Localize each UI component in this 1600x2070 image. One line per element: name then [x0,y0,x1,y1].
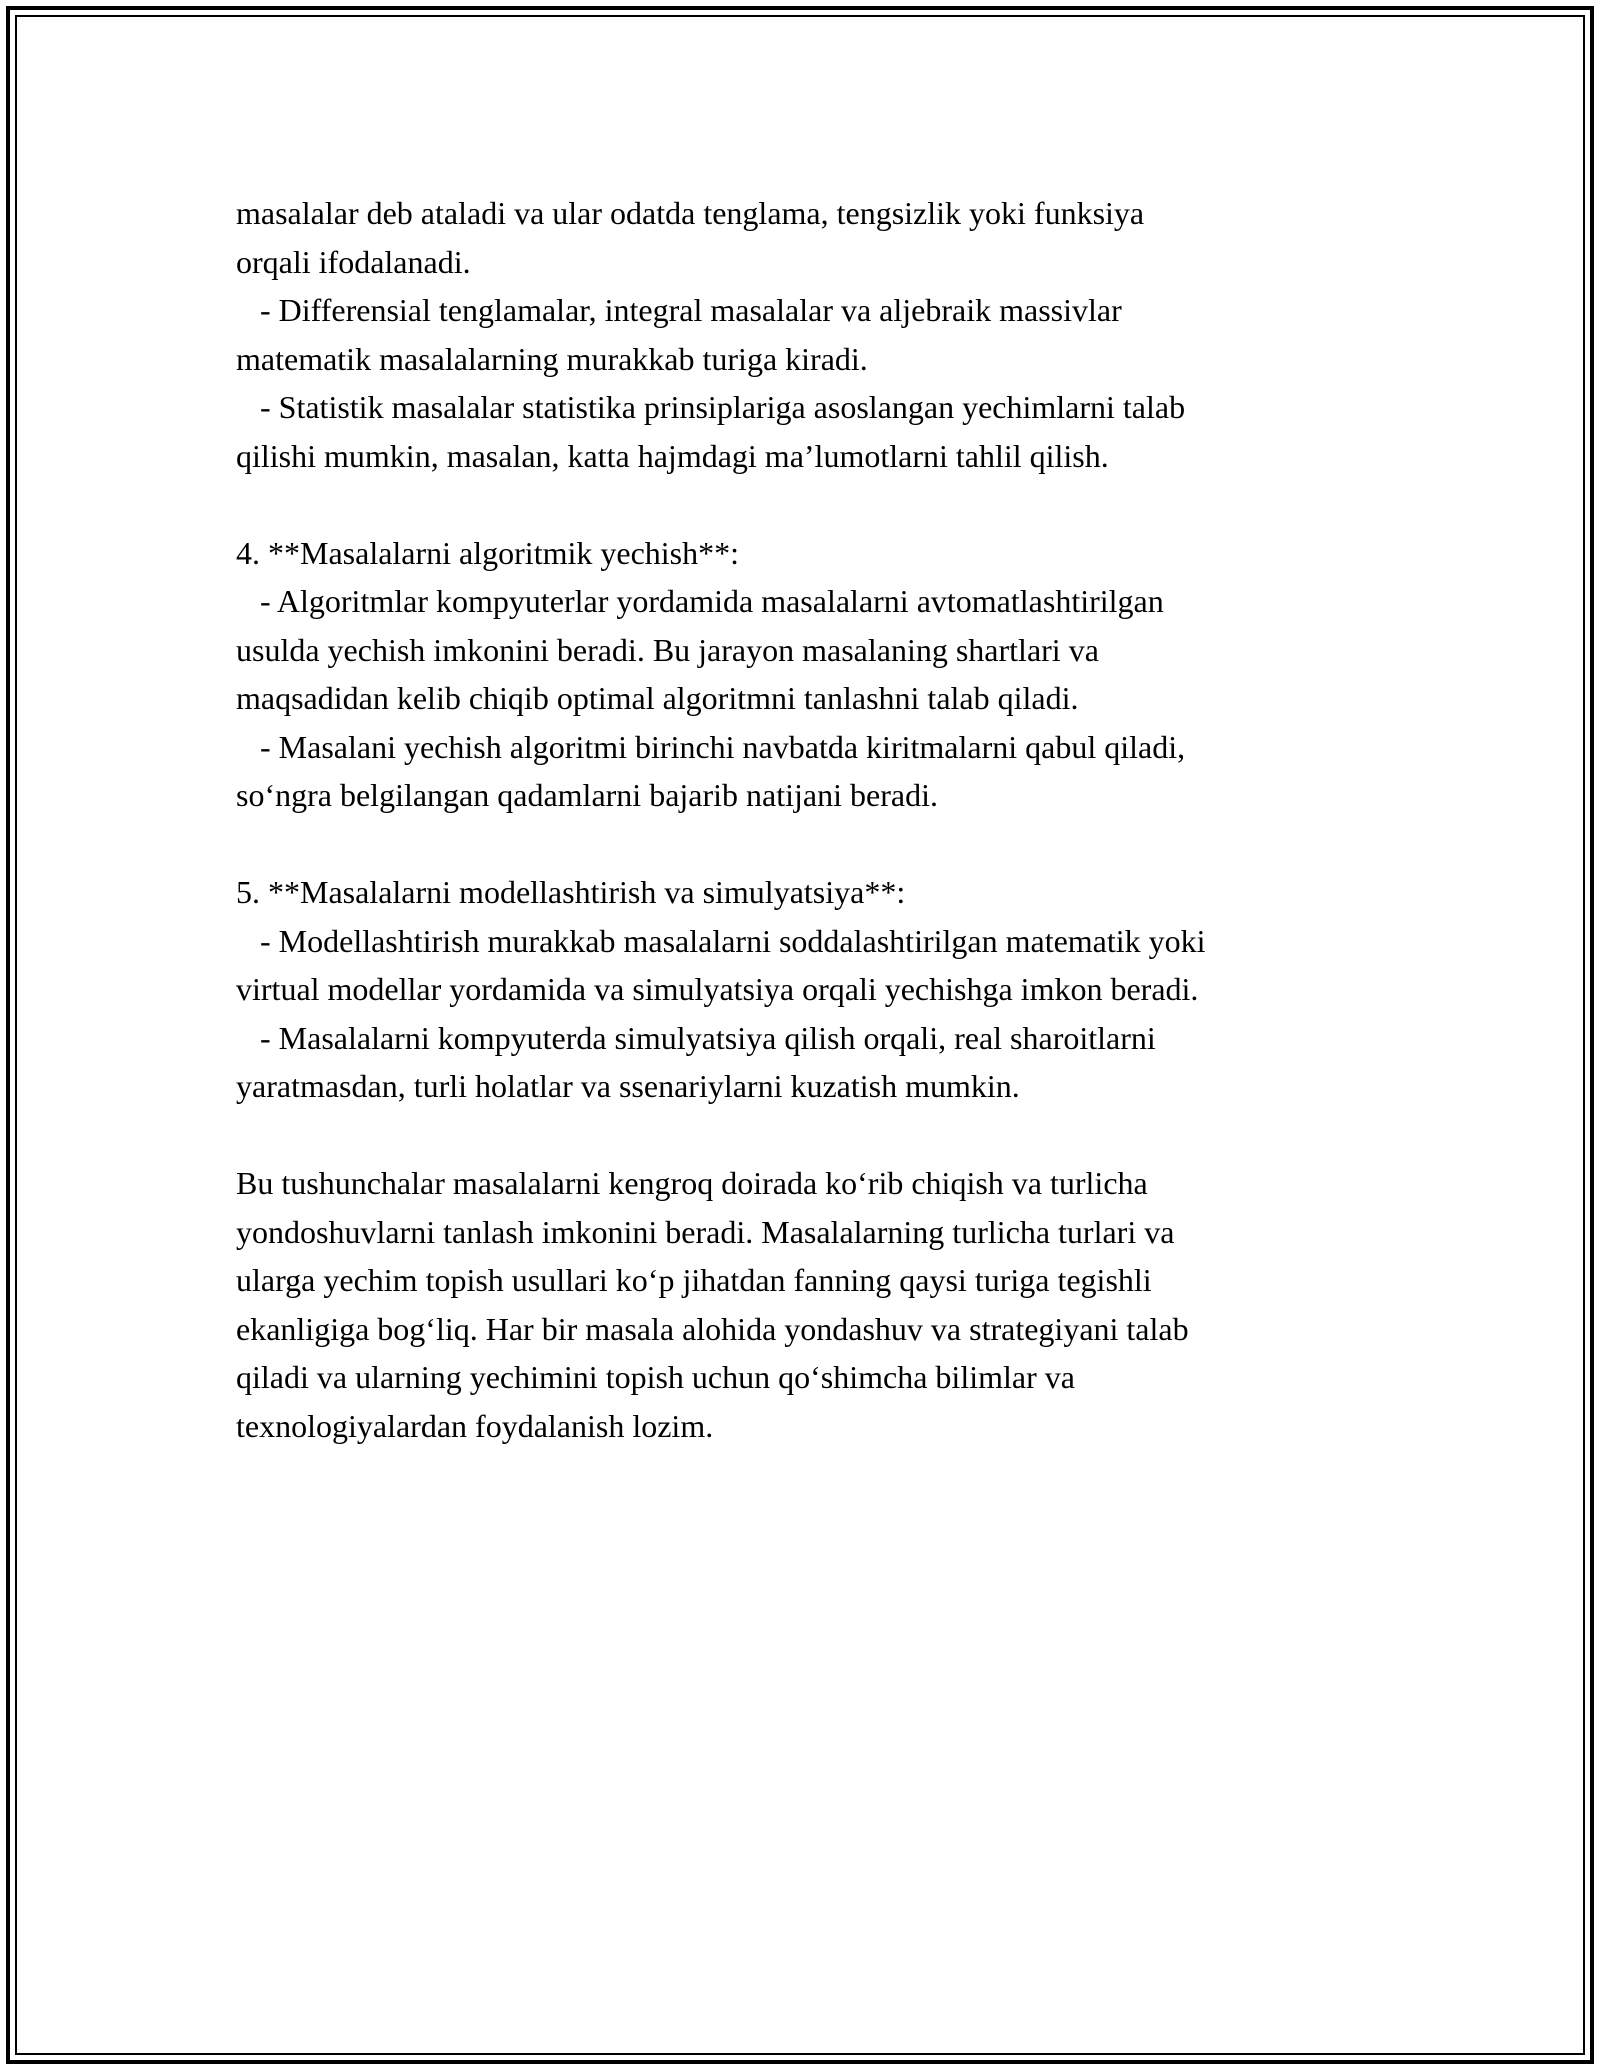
text-line: usulda yechish imkonini beradi. Bu jarayon masalaning shartlari va [236,631,1099,668]
text-line: qilishi mumkin, masalan, katta hajmdagi ma’lumotlarni tahlil qilish. [236,437,1109,474]
text-line: yondoshuvlarni tanlash imkonini beradi. Masalalarning turlicha turlari va [236,1213,1175,1250]
text-line: so‘ngra belgilangan qadamlarni bajarib natijani beradi. [236,777,938,813]
text-line: - Masalani yechish algoritmi birinchi navbatda kiritmalarni qabul qiladi, [236,728,1186,765]
text-line: matematik masalalarning murakkab turiga kiradi. [236,340,868,377]
section-heading: 4. **Masalalarni algoritmik yechish**: [236,534,739,571]
text-line: Bu tushunchalar masalalarni kengroq doirada ko‘rib chiqish va turlicha [236,1165,1148,1201]
text-line: ekanligiga bog‘liq. Har bir masala alohida yondashuv va strategiyani talab [236,1310,1189,1347]
text-line: ularga yechim topish usullari ko‘p jihatdan fanning qaysi turiga tegishli [236,1262,1152,1298]
text-line: - Masalalarni kompyuterda simulyatsiya qilish orqali, real sharoitlarni [236,1019,1156,1056]
document-text [236,189,1386,1450]
text-line: orqali ifodalanadi. [236,243,471,280]
text-line: maqsadidan kelib chiqib optimal algoritmni tanlashni talab qiladi. [236,680,1079,716]
section-heading: 5. **Masalalarni modellashtirish va simulyatsiya**: [236,874,906,910]
text-line: texnologiyalardan foydalanish lozim. [236,1407,714,1444]
text-line: - Algoritmlar kompyuterlar yordamida masalalarni avtomatlashtirilgan [236,583,1164,619]
blank-line [236,820,1386,869]
text-line: masalalar deb ataladi va ular odatda tenglama, tengsizlik yoki funksiya [236,195,1145,231]
blank-line [236,1111,1386,1160]
text-line: - Statistik masalalar statistika prinsiplariga asoslangan yechimlarni talab [236,389,1186,425]
text-line: - Modellashtirish murakkab masalalarni soddalashtirilgan matematik yoki [236,922,1206,959]
text-line: virtual modellar yordamida va simulyatsiya orqali yechishga imkon beradi. [236,971,1199,1007]
blank-line [236,480,1386,529]
text-line: - Differensial tenglamalar, integral masalalar va aljebraik massivlar [236,292,1122,328]
text-line: qiladi va ularning yechimini topish uchun qo‘shimcha bilimlar va [236,1359,1075,1395]
text-line: yaratmasdan, turli holatlar va ssenariylarni kuzatish mumkin. [236,1068,1020,1104]
